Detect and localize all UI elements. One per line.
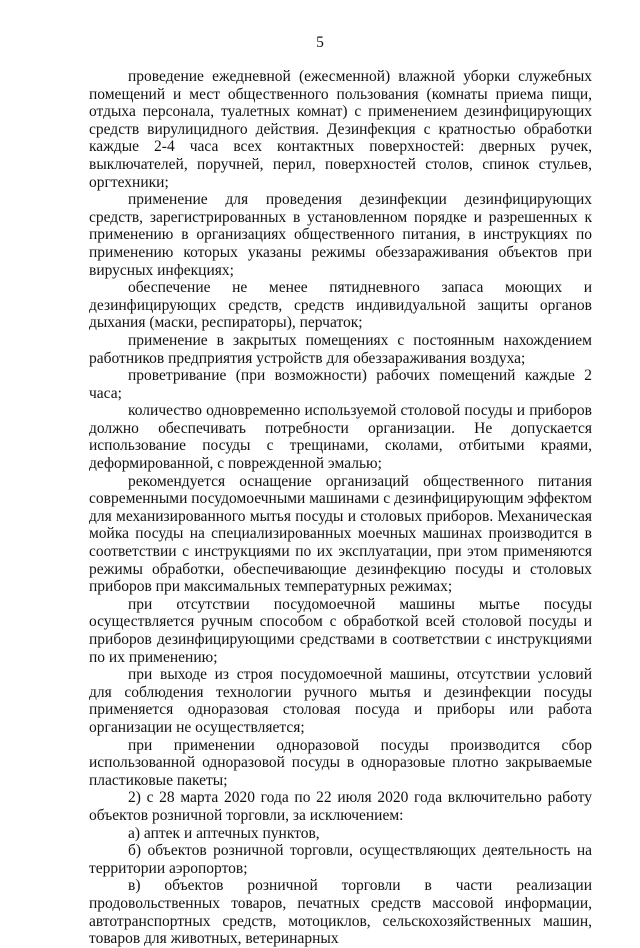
page-number: 5: [316, 34, 324, 51]
paragraph-supply-reserve: обеспечение не менее пятидневного запаса моющих и дезинфицирующих средств, средств индивидуальной защиты органов дыхания (маски, респираторы), перчаток;: [89, 279, 592, 332]
paragraph-manual-washing: при отсутствии посудомоечной машины мытье посуды осуществляется ручным способом с обработкой всей столовой посуды и приборов дезинфицирующими средствами в соответствии с инструкциями по их применению;: [89, 595, 592, 666]
document-body: [89, 68, 592, 948]
paragraph-retail-suspension: 2) с 28 марта 2020 года по 22 июля 2020 года включительно работу объектов розничной торговли, за исключением:: [89, 789, 592, 824]
paragraph-dishwasher-failure: при выходе из строя посудомоечной машины, отсутствии условий для соблюдения технологии ручного мытья и дезинфекции посуды применяется одноразовая столовая посуда и приборы или работа организации не осуществляется;: [89, 666, 592, 736]
paragraph-wet-cleaning: проведение ежедневной (ежесменной) влажной уборки служебных помещений и мест общественного пользования (комнаты приема пищи, отдыха персонала, туалетных комнат) с применением дезинфицирующих средств вирулицидного действия. Дезинфекция с кратностью обработки каждые 2-4 часа всех контактных поверхностей: дверных ручек, выключателей, поручней, перил, поверхностей столов, спинок стульев, оргтехники;: [89, 68, 592, 191]
paragraph-exception-pharmacies: а) аптек и аптечных пунктов,: [128, 824, 320, 842]
paragraph-disposable-tableware: при применении одноразовой посуды производится сбор использованной одноразовой посуды в одноразовые плотно закрываемые пластиковые пакеты;: [89, 736, 592, 789]
paragraph-dishwasher-recommendation: рекомендуется оснащение организаций общественного питания современными посудомоечными машинами с дезинфицирующим эффектом для механизированного мытья посуды и столовых приборов. Механическая мойка посуды на специализированных моечных машинах производится в соответствии с инструкциями по их эксплуатации, при этом применяются режимы обработки, обеспечивающие дезинфекцию посуды и столовых приборов при максимальных температурных режимах;: [89, 472, 592, 596]
paragraph-tableware-quantity: количество одновременно используемой столовой посуды и приборов должно обеспечивать потребности организации. Не допускается использование посуды с трещинами, сколами, отбитыми краями, деформированной, с поврежденной эмалью;: [89, 402, 592, 473]
paragraph-air-disinfection: применение в закрытых помещениях с постоянным нахождением работников предприятия устройств для обеззараживания воздуха;: [89, 331, 592, 367]
paragraph-ventilation: проветривание (при возможности) рабочих помещений каждые 2 часа;: [89, 367, 592, 402]
paragraph-disinfectant-use: применение для проведения дезинфекции дезинфицирующих средств, зарегистрированных в установленном порядке и разрешенных к применению в организациях общественного питания, в инструкциях по применению которых указаны режимы обеззараживания объектов при вирусных инфекциях;: [89, 191, 592, 279]
paragraph-exception-airports: б) объектов розничной торговли, осуществляющих деятельность на территории аэропортов;: [89, 842, 592, 877]
paragraph-exception-food-retail: в) объектов розничной торговли в части реализации продовольственных товаров, печатных средств массовой информации, автотранспортных средств, мотоциклов, сельскохозяйственных машин, товаров для животных, ветеринарных: [89, 877, 592, 948]
